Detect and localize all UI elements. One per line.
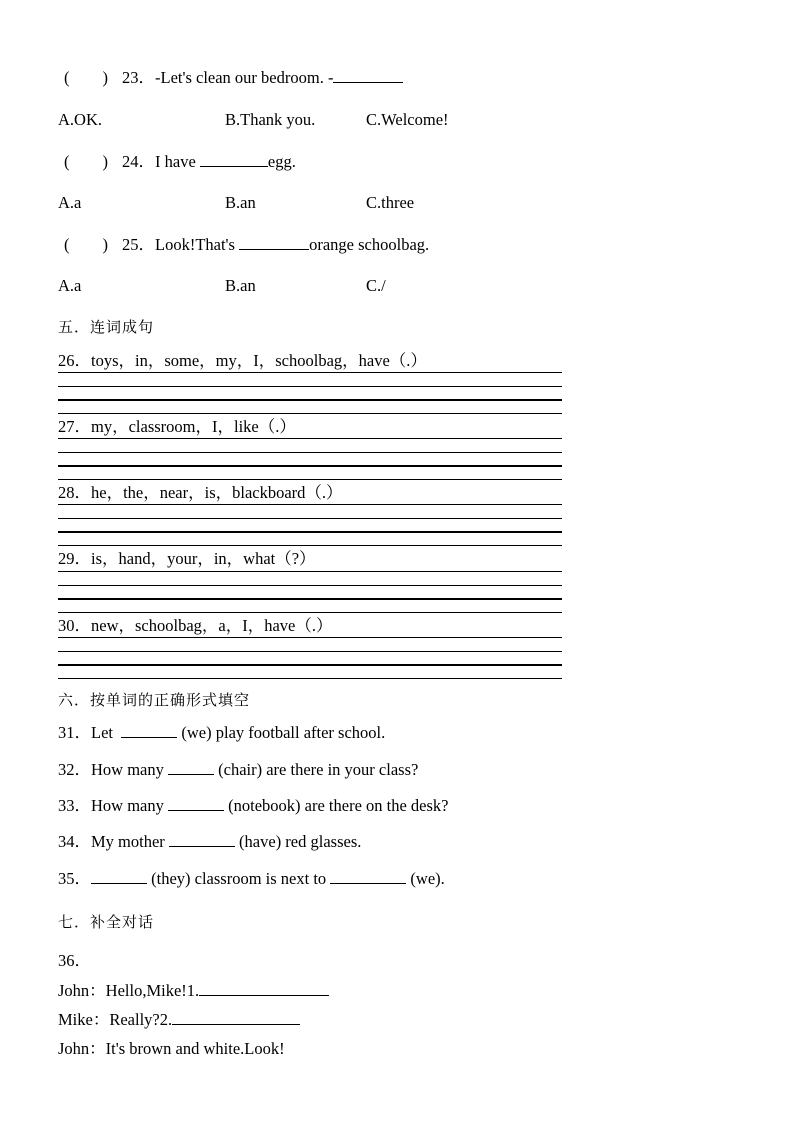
q30-words: 30．new，schoolbag，a，I，have（.） xyxy=(58,616,333,635)
q33-blank[interactable] xyxy=(168,796,224,811)
q28-words: 28．he，the，near，is，blackboard（.） xyxy=(58,483,343,502)
q24-post: egg. xyxy=(267,152,296,171)
q36-speaker-3: John： xyxy=(58,1039,106,1058)
q25-option-b: B.an xyxy=(225,276,256,295)
q35-mid: (they) classroom is next to xyxy=(147,869,331,888)
q23-option-b: B.Thank you. xyxy=(225,110,316,129)
q28-answer-line-4[interactable] xyxy=(58,545,562,546)
q31-pre: 31．Let xyxy=(58,723,118,742)
q25-option-a: A.a xyxy=(58,276,82,295)
q33-pre: 33．How many xyxy=(58,796,168,815)
q26-answer-line-3[interactable] xyxy=(58,399,562,401)
q26-words: 26．toys，in，some，my，I，schoolbag，have（.） xyxy=(58,351,427,370)
q24-stem xyxy=(122,152,296,172)
q29-answer-line-1[interactable] xyxy=(58,571,562,572)
q26-answer-line-1[interactable] xyxy=(58,372,562,373)
q27-answer-line-2[interactable] xyxy=(58,452,562,453)
q27-answer-line-3[interactable] xyxy=(58,465,562,467)
q35-blank-2[interactable] xyxy=(330,869,406,884)
q36-line-1 xyxy=(58,981,329,1001)
q29-answer-line-4[interactable] xyxy=(58,612,562,613)
q33-post: (notebook) are there on the desk? xyxy=(224,796,449,815)
q36-text-3: It's brown and white.Look! xyxy=(105,1039,285,1058)
q35-pre: 35． xyxy=(58,869,91,888)
section-7-heading: 七．补全对话 xyxy=(58,913,155,931)
q36-speaker-2: Mike： xyxy=(58,1010,110,1029)
q28-answer-line-1[interactable] xyxy=(58,504,562,505)
q30-answer-line-3[interactable] xyxy=(58,664,562,666)
q35-blank-1[interactable] xyxy=(91,869,147,884)
q36-speaker-1: John： xyxy=(58,981,106,1000)
q24-option-c: C.three xyxy=(366,193,415,212)
q29-answer-line-3[interactable] xyxy=(58,598,562,600)
q36-blank-2[interactable] xyxy=(172,1010,300,1025)
q36-number: 36． xyxy=(58,951,91,970)
q29-words: 29．is，hand，your，in，what（?） xyxy=(58,549,316,568)
q25-pre: 25．Look!That's xyxy=(122,235,240,254)
q36-text-2: Really?2. xyxy=(109,1010,173,1029)
q25-paren: ( ) xyxy=(64,235,108,254)
q33-sentence xyxy=(58,796,449,816)
q26-answer-line-4[interactable] xyxy=(58,413,562,414)
q23-blank[interactable] xyxy=(333,68,403,83)
q25-stem xyxy=(122,235,429,255)
q24-option-a: A.a xyxy=(58,193,82,212)
q26-answer-line-2[interactable] xyxy=(58,386,562,387)
q34-pre: 34．My mother xyxy=(58,832,169,851)
q31-sentence xyxy=(58,723,385,743)
q36-line-2 xyxy=(58,1010,300,1030)
q31-post: (we) play football after school. xyxy=(177,723,386,742)
q32-pre: 32．How many xyxy=(58,760,168,779)
q36-text-1: Hello,Mike!1. xyxy=(105,981,200,1000)
q36-blank-1[interactable] xyxy=(199,981,329,996)
q35-post: (we). xyxy=(406,869,445,888)
q27-words: 27．my，classroom，I，like（.） xyxy=(58,417,296,436)
q28-answer-line-3[interactable] xyxy=(58,531,562,533)
q23-option-c: C.Welcome! xyxy=(366,110,449,129)
q24-blank[interactable] xyxy=(200,152,268,167)
q29-answer-line-2[interactable] xyxy=(58,585,562,586)
q34-post: (have) red glasses. xyxy=(234,832,362,851)
q23-stem xyxy=(122,68,403,88)
q30-answer-line-1[interactable] xyxy=(58,637,562,638)
q32-blank[interactable] xyxy=(168,760,214,775)
q24-pre: 24．I have xyxy=(122,152,200,171)
section-5-heading: 五．连词成句 xyxy=(58,318,155,336)
q24-option-b: B.an xyxy=(225,193,256,212)
q32-post: (chair) are there in your class? xyxy=(214,760,419,779)
q30-answer-line-4[interactable] xyxy=(58,678,562,679)
q25-post: orange schoolbag. xyxy=(309,235,430,254)
q31-blank[interactable] xyxy=(121,723,177,738)
q28-answer-line-2[interactable] xyxy=(58,518,562,519)
q25-blank[interactable] xyxy=(239,235,309,250)
q30-answer-line-2[interactable] xyxy=(58,651,562,652)
q27-answer-line-4[interactable] xyxy=(58,479,562,480)
q34-sentence xyxy=(58,832,361,852)
section-6-heading: 六．按单词的正确形式填空 xyxy=(58,691,251,709)
q35-sentence xyxy=(58,869,445,889)
q23-text: 23．-Let's clean our bedroom. - xyxy=(122,68,334,87)
q25-option-c: C./ xyxy=(366,276,386,295)
q27-answer-line-1[interactable] xyxy=(58,438,562,439)
q24-paren: ( ) xyxy=(64,152,108,171)
q23-option-a: A.OK. xyxy=(58,110,102,129)
q32-sentence xyxy=(58,760,418,780)
q34-blank[interactable] xyxy=(169,832,235,847)
q36-line-3 xyxy=(58,1039,285,1059)
q23-paren: ( ) xyxy=(64,68,108,87)
